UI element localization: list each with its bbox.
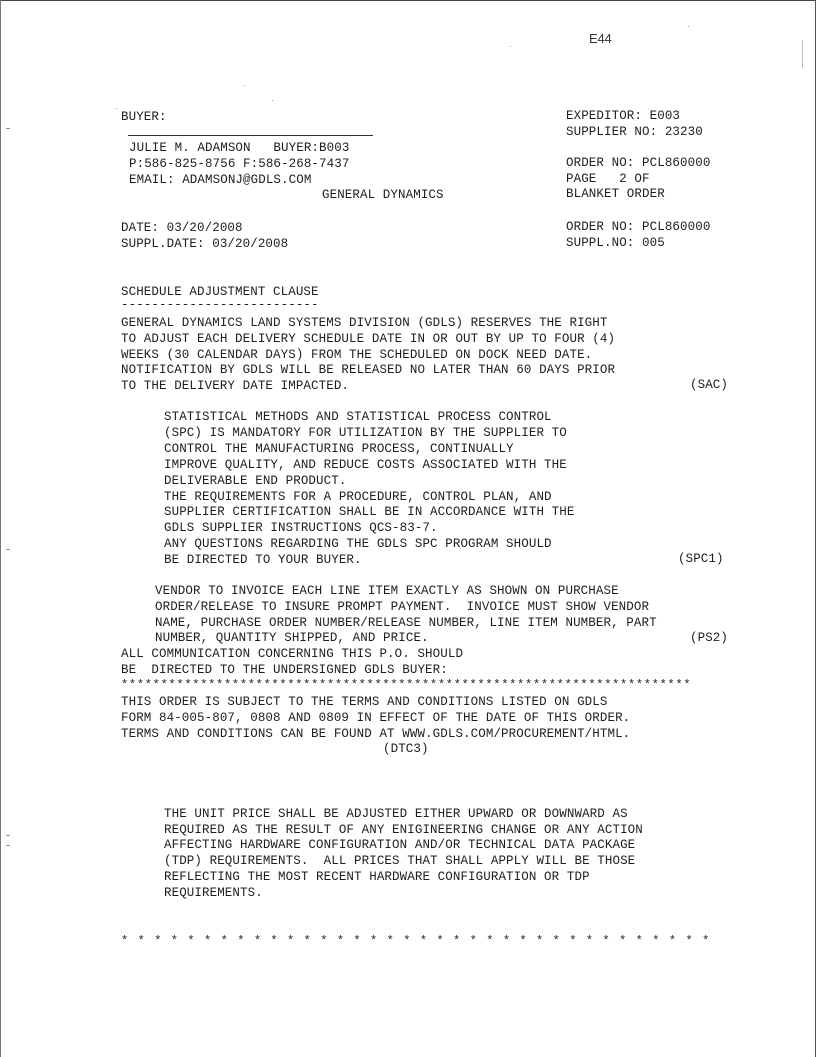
scan-mark xyxy=(6,845,10,846)
clause-line: REFLECTING THE MOST RECENT HARDWARE CONFIGURATION OR TDP xyxy=(164,870,590,884)
clause-line: GENERAL DYNAMICS LAND SYSTEMS DIVISION (GDLS) RESERVES THE RIGHT xyxy=(121,316,608,330)
clause-line: NUMBER, QUANTITY SHIPPED, AND PRICE. xyxy=(155,631,429,645)
clause-line: FORM 84-005-807, 0808 AND 0809 IN EFFECT OF THE DATE OF THIS ORDER. xyxy=(121,711,631,725)
communication-line: BE DIRECTED TO THE UNDERSIGNED GDLS BUYER: xyxy=(121,663,448,677)
clause-line: NOTIFICATION BY GDLS WILL BE RELEASED NO LATER THAN 60 DAYS PRIOR xyxy=(121,363,616,377)
clause-line: THE REQUIREMENTS FOR A PROCEDURE, CONTROL PLAN, AND xyxy=(164,490,552,504)
buyer-name: JULIE M. ADAMSON BUYER:B003 xyxy=(129,141,350,155)
supplement-number: SUPPL.NO: 005 xyxy=(566,236,665,250)
buyer-label: BUYER: xyxy=(121,110,167,124)
clause-line: (TDP) REQUIREMENTS. ALL PRICES THAT SHALL APPLY WILL BE THOSE xyxy=(164,854,636,868)
asterisk-separator: ************************************************************************ xyxy=(121,678,692,692)
clause-line: ORDER/RELEASE TO INSURE PROMPT PAYMENT. INVOICE MUST SHOW VENDOR xyxy=(155,600,650,614)
buyer-email: EMAIL: ADAMSONJ@GDLS.COM xyxy=(129,173,312,187)
clause-line: IMPROVE QUALITY, AND REDUCE COSTS ASSOCIATED WITH THE xyxy=(164,458,567,472)
clause-line: CONTROL THE MANUFACTURING PROCESS, CONTINUALLY xyxy=(164,442,514,456)
order-number: ORDER NO: PCL860000 xyxy=(566,156,711,170)
clause-line: GDLS SUPPLIER INSTRUCTIONS QCS-83-7. xyxy=(164,521,438,535)
scan-mark xyxy=(802,40,803,68)
clause-line: STATISTICAL METHODS AND STATISTICAL PROCESS CONTROL xyxy=(164,410,552,424)
buyer-phone: P:586-825-8756 F:586-268-7437 xyxy=(129,157,350,171)
clause-line: AFFECTING HARDWARE CONFIGURATION AND/OR TECHNICAL DATA PACKAGE xyxy=(164,838,636,852)
scan-speck xyxy=(272,100,273,101)
scan-mark xyxy=(6,549,10,550)
clause-line: TO THE DELIVERY DATE IMPACTED. xyxy=(121,379,350,393)
clause-line: TO ADJUST EACH DELIVERY SCHEDULE DATE IN OR OUT BY UP TO FOUR (4) xyxy=(121,332,616,346)
supplier-number: SUPPLIER NO: 23230 xyxy=(566,125,703,139)
clause-code: (PS2) xyxy=(690,631,729,645)
clause-line: (SPC) IS MANDATORY FOR UTILIZATION BY THE SUPPLIER TO xyxy=(164,426,567,440)
clause-line: REQUIREMENTS. xyxy=(164,886,263,900)
clause-code: (DTC3) xyxy=(383,742,429,756)
clause-line: ANY QUESTIONS REGARDING THE GDLS SPC PROGRAM SHOULD xyxy=(164,537,552,551)
scan-speck xyxy=(688,26,689,27)
scan-mark xyxy=(6,835,10,836)
order-number-2: ORDER NO: PCL860000 xyxy=(566,220,711,234)
clause-line: DELIVERABLE END PRODUCT. xyxy=(164,474,347,488)
clause-line: BE DIRECTED TO YOUR BUYER. xyxy=(164,553,362,567)
clause-line: VENDOR TO INVOICE EACH LINE ITEM EXACTLY AS SHOWN ON PURCHASE xyxy=(155,584,619,598)
clause-line: TERMS AND CONDITIONS CAN BE FOUND AT WWW.GDLS.COM/PROCUREMENT/HTML. xyxy=(121,727,631,741)
signature-rule xyxy=(128,135,373,136)
supplement-date: SUPPL.DATE: 03/20/2008 xyxy=(121,237,289,251)
page-stamp: E44 xyxy=(589,31,612,46)
clause-line: NAME, PURCHASE ORDER NUMBER/RELEASE NUMBER, LINE ITEM NUMBER, PART xyxy=(155,616,657,630)
expeditor: EXPEDITOR: E003 xyxy=(566,109,681,123)
clause-line: THIS ORDER IS SUBJECT TO THE TERMS AND CONDITIONS LISTED ON GDLS xyxy=(121,695,608,709)
scan-speck xyxy=(510,46,511,47)
scan-speck xyxy=(116,108,117,109)
scan-mark xyxy=(6,128,10,129)
clause-heading: SCHEDULE ADJUSTMENT CLAUSE xyxy=(121,285,319,299)
page-edge-top xyxy=(0,0,816,1)
clause-line: WEEKS (30 CALENDAR DAYS) FROM THE SCHEDULED ON DOCK NEED DATE. xyxy=(121,348,593,362)
clause-line: SUPPLIER CERTIFICATION SHALL BE IN ACCORDANCE WITH THE xyxy=(164,505,575,519)
heading-underline: -------------------------- xyxy=(121,298,319,312)
clause-code: (SPC1) xyxy=(678,552,724,566)
clause-line: THE UNIT PRICE SHALL BE ADJUSTED EITHER UPWARD OR DOWNWARD AS xyxy=(164,807,628,821)
footer-star-line: * * * * * * * * * * * * * * * * * * * * * * * * * * * * * * * * * * * * xyxy=(121,934,711,948)
order-date: DATE: 03/20/2008 xyxy=(121,221,243,235)
communication-line: ALL COMMUNICATION CONCERNING THIS P.O. SHOULD xyxy=(121,647,464,661)
page-number: PAGE 2 OF xyxy=(566,172,650,186)
clause-line: REQUIRED AS THE RESULT OF ANY ENIGINEERING CHANGE OR ANY ACTION xyxy=(164,823,643,837)
page-edge-left xyxy=(0,0,1,1057)
order-type: BLANKET ORDER xyxy=(566,187,665,201)
clause-code: (SAC) xyxy=(690,378,729,392)
scan-speck xyxy=(244,85,245,86)
company-name: GENERAL DYNAMICS xyxy=(322,188,444,202)
